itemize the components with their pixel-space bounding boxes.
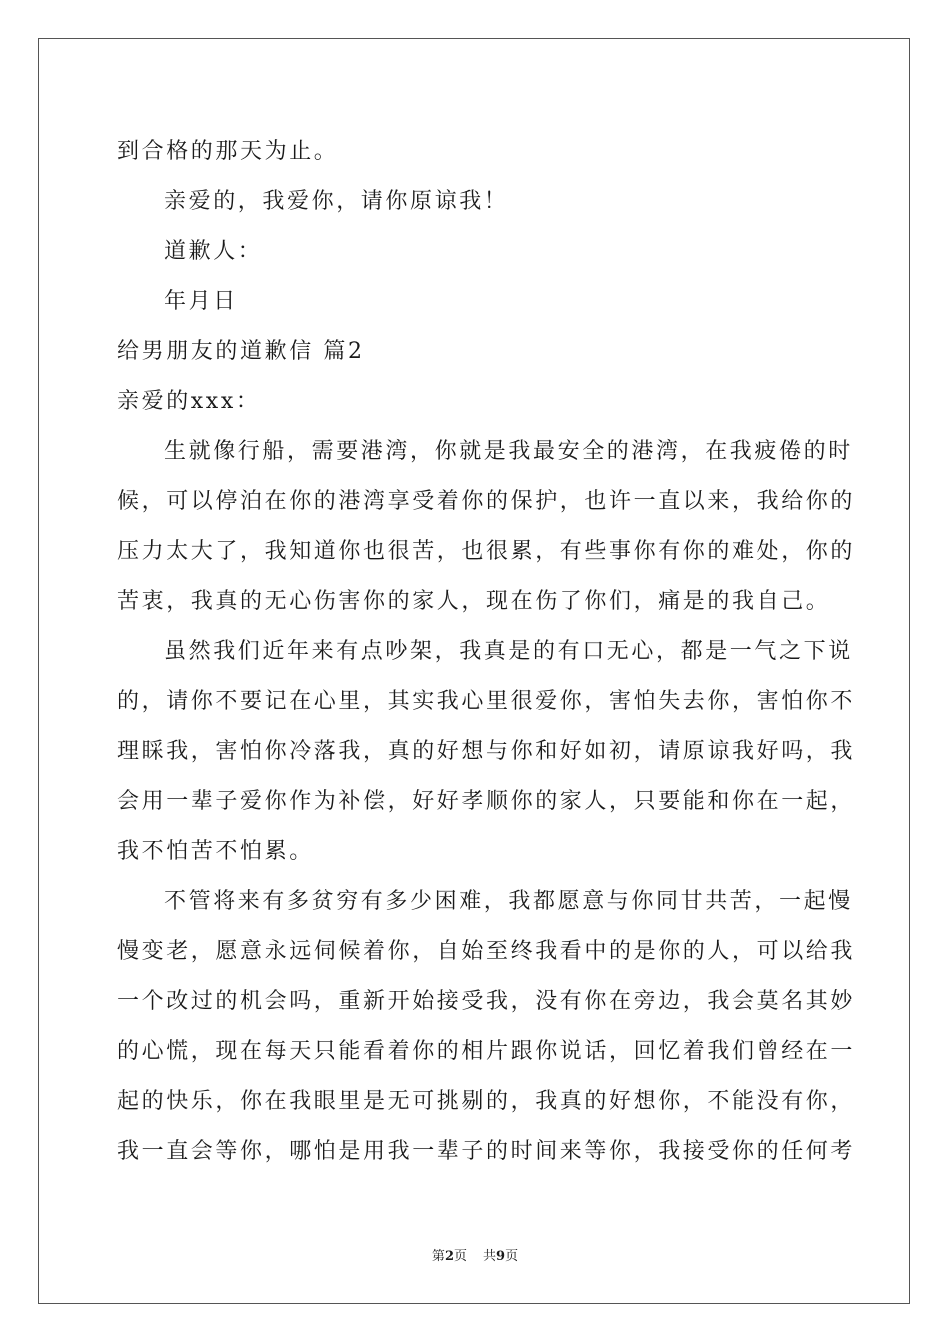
total-suffix: 页 xyxy=(505,1249,519,1264)
date-line: 年月日 xyxy=(164,289,238,314)
paragraph-line: 我一直会等你，哪怕是用我一辈子的时间来等你，我接受你的任何考 xyxy=(117,1139,856,1164)
section-heading: 给男朋友的道歉信 篇2 xyxy=(117,339,365,364)
page-footer xyxy=(0,1248,950,1266)
signature-line: 道歉人： xyxy=(164,239,263,264)
paragraph-line: 不管将来有多贫穷有多少困难，我都愿意与你同甘共苦，一起慢 xyxy=(164,889,853,914)
text-line: 到合格的那天为止。 xyxy=(117,139,339,164)
closing-line: 亲爱的，我爱你，请你原谅我！ xyxy=(164,189,509,214)
paragraph-line: 慢变老，愿意永远伺候着你，自始至终我看中的是你的人，可以给我 xyxy=(117,939,856,964)
paragraph-line: 的，请你不要记在心里，其实我心里很爱你，害怕失去你，害怕你不 xyxy=(117,689,856,714)
paragraph-3 xyxy=(117,877,856,1177)
page-total: 9 xyxy=(496,1249,506,1264)
paragraph-2 xyxy=(117,627,856,877)
page-suffix: 页 xyxy=(453,1249,467,1264)
paragraph-line: 一个改过的机会吗，重新开始接受我，没有你在旁边，我会莫名其妙 xyxy=(117,989,856,1014)
paragraph-line: 会用一辈子爱你作为补偿，好好孝顺你的家人，只要能和你在一起， xyxy=(117,789,856,814)
paragraph-line: 虽然我们近年来有点吵架，我真是的有口无心，都是一气之下说 xyxy=(164,639,853,664)
paragraph-line: 起的快乐，你在我眼里是无可挑剔的，我真的好想你，不能没有你， xyxy=(117,1089,856,1114)
paragraph-1 xyxy=(117,427,856,627)
total-prefix: 共 xyxy=(483,1249,497,1264)
paragraph-line: 候，可以停泊在你的港湾享受着你的保护，也许一直以来，我给你的 xyxy=(117,489,856,514)
page-current: 2 xyxy=(444,1249,454,1264)
paragraph-line: 苦衷，我真的无心伤害你的家人，现在伤了你们，痛是的我自己。 xyxy=(117,589,831,614)
page-prefix: 第 xyxy=(431,1249,445,1264)
paragraph-line: 理睬我，害怕你冷落我，真的好想与你和好如初，请原谅我好吗，我 xyxy=(117,739,856,764)
paragraph-line: 的心慌，现在每天只能看着你的相片跟你说话，回忆着我们曾经在一 xyxy=(117,1039,856,1064)
paragraph-line: 我不怕苦不怕累。 xyxy=(117,839,314,864)
paragraph-line: 压力太大了，我知道你也很苦，也很累，有些事你有你的难处，你的 xyxy=(117,539,856,564)
paragraph-line: 生就像行船，需要港湾，你就是我最安全的港湾，在我疲倦的时 xyxy=(164,439,853,464)
document-body xyxy=(117,127,856,1177)
salutation: 亲爱的xxx： xyxy=(117,389,261,414)
